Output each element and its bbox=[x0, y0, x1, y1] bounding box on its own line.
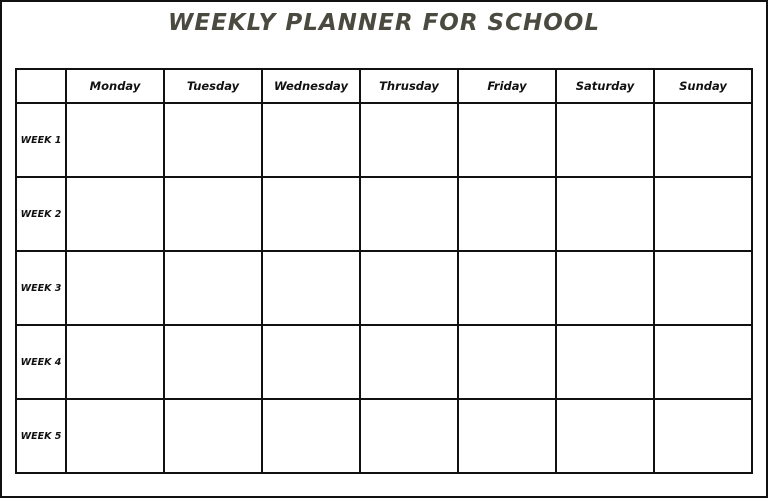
week-row bbox=[16, 177, 752, 251]
planner-cell[interactable] bbox=[654, 177, 752, 251]
week-label: WEEK 1 bbox=[16, 103, 66, 177]
planner-cell[interactable] bbox=[262, 399, 360, 473]
planner-cell[interactable] bbox=[458, 251, 556, 325]
planner-cell[interactable] bbox=[556, 177, 654, 251]
planner-cell[interactable] bbox=[66, 251, 164, 325]
planner-cell[interactable] bbox=[556, 325, 654, 399]
week-label: WEEK 3 bbox=[16, 251, 66, 325]
planner-cell[interactable] bbox=[66, 399, 164, 473]
planner-cell[interactable] bbox=[556, 399, 654, 473]
week-row bbox=[16, 103, 752, 177]
planner-cell[interactable] bbox=[654, 103, 752, 177]
planner-cell[interactable] bbox=[262, 103, 360, 177]
planner-cell[interactable] bbox=[458, 177, 556, 251]
planner-cell[interactable] bbox=[66, 177, 164, 251]
day-header-sunday: Sunday bbox=[654, 69, 752, 103]
planner-cell[interactable] bbox=[164, 325, 262, 399]
planner-cell[interactable] bbox=[360, 399, 458, 473]
week-row bbox=[16, 251, 752, 325]
week-label: WEEK 5 bbox=[16, 399, 66, 473]
planner-cell[interactable] bbox=[458, 399, 556, 473]
week-row bbox=[16, 399, 752, 473]
planner-cell[interactable] bbox=[262, 251, 360, 325]
page-title: WEEKLY PLANNER FOR SCHOOL bbox=[167, 10, 601, 36]
day-header-monday: Monday bbox=[66, 69, 164, 103]
planner-cell[interactable] bbox=[360, 325, 458, 399]
planner-cell[interactable] bbox=[556, 103, 654, 177]
planner-cell[interactable] bbox=[164, 103, 262, 177]
week-label: WEEK 4 bbox=[16, 325, 66, 399]
planner-cell[interactable] bbox=[458, 103, 556, 177]
corner-cell bbox=[16, 69, 66, 103]
planner-cell[interactable] bbox=[66, 103, 164, 177]
planner-cell[interactable] bbox=[458, 325, 556, 399]
planner-cell[interactable] bbox=[360, 177, 458, 251]
day-header-tuesday: Tuesday bbox=[164, 69, 262, 103]
planner-cell[interactable] bbox=[360, 103, 458, 177]
planner-cell[interactable] bbox=[262, 325, 360, 399]
planner-cell[interactable] bbox=[654, 399, 752, 473]
planner-grid bbox=[15, 68, 753, 474]
planner-cell[interactable] bbox=[654, 325, 752, 399]
planner-cell[interactable] bbox=[556, 251, 654, 325]
day-header-thursday: Thrusday bbox=[360, 69, 458, 103]
planner-cell[interactable] bbox=[164, 251, 262, 325]
planner-cell[interactable] bbox=[654, 251, 752, 325]
header-row bbox=[16, 69, 752, 103]
week-label: WEEK 2 bbox=[16, 177, 66, 251]
day-header-friday: Friday bbox=[458, 69, 556, 103]
planner-cell[interactable] bbox=[66, 325, 164, 399]
planner-cell[interactable] bbox=[262, 177, 360, 251]
week-row bbox=[16, 325, 752, 399]
planner-cell[interactable] bbox=[164, 399, 262, 473]
planner-cell[interactable] bbox=[360, 251, 458, 325]
day-header-wednesday: Wednesday bbox=[262, 69, 360, 103]
planner-cell[interactable] bbox=[164, 177, 262, 251]
day-header-saturday: Saturday bbox=[556, 69, 654, 103]
